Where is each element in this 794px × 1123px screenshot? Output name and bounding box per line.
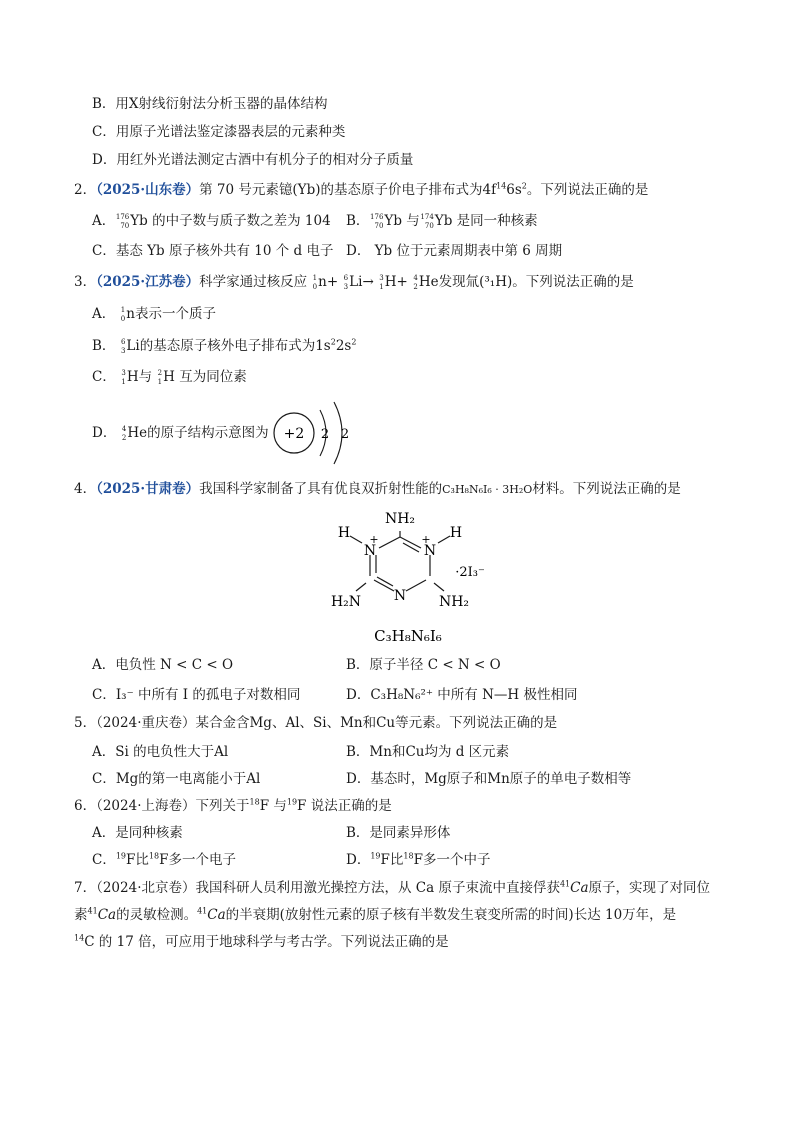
structure-caption: C₃H₈N₆I₆	[374, 627, 442, 645]
ring-bonds	[350, 531, 450, 591]
q7-stem-line-1: 7．（2024·北京卷）我国科研人员利用激光操控方法，从 Ca 原子束流中直接俘获$^{41}$Ca原子，实现了对同位	[74, 879, 711, 896]
q6-option-a: A．是同种核素	[92, 825, 183, 841]
nitrogen-right: N	[423, 543, 437, 559]
q1-option-d: D．用红外光谱法测定古酒中有机分子的相对分子质量	[92, 152, 414, 168]
hydrogen-left: H	[337, 525, 351, 541]
q4-option-b: B．原子半径 C < N < O	[346, 657, 501, 673]
q6-stem: 6．（2024·上海卷）下列关于$^{18}$F 与$^{19}$F 说法正确的是	[74, 797, 392, 814]
q2-stem: 2．（2025·山东卷）第 70 号元素镱(Yb)的基态原子价电子排布式为$4f^{14}6s^2$。下列说法正确的是	[74, 181, 649, 198]
isotope-notation: 176 70	[115, 212, 130, 230]
q6-option-d: D．$^{19}$F比$^{18}$F多一个中子	[346, 851, 491, 868]
positive-charge: +	[421, 533, 431, 546]
q4-option-d: D．C₃H₈N₆²⁺ 中所有 N—H 极性相同	[346, 687, 578, 703]
q2-option-a: A． 176 70 Yb 的中子数与质子数之差为 104	[92, 212, 331, 230]
shell-electrons: 2	[340, 427, 350, 442]
q4-option-c: C．I₃⁻ 中所有 I 的孤电子对数相同	[92, 687, 301, 703]
hydrogen-right: H	[449, 525, 463, 541]
source-tag: （2025·甘肃卷）	[96, 481, 200, 497]
isotope-notation: 174 70	[420, 212, 434, 230]
atomic-structure-diagram	[268, 400, 358, 466]
q5-option-d: D．基态时，Mg原子和Mn原子的单电子数相等	[346, 771, 632, 787]
q1-option-c: C．用原子光谱法鉴定漆器表层的元素种类	[92, 124, 346, 140]
q3-option-a: A． 1 0 n表示一个质子	[92, 305, 216, 323]
q6-option-c: C．$^{19}$F比$^{18}$F多一个电子	[92, 851, 236, 868]
nuclear-charge: +2	[283, 426, 305, 442]
source-tag: （2025·江苏卷）	[96, 274, 200, 290]
q4-stem: 4．（2025·甘肃卷）我国科学家制备了具有优良双折射性能的C₃H₈N₆I₆ · 3H₂O材料。下列说法正确的是	[74, 481, 681, 497]
counter-anion: ·2I₃⁻	[455, 565, 485, 580]
q2-option-d: D． Yb 位于元素周期表中第 6 周期	[346, 243, 563, 259]
q2-option-b: B． 176 70 Yb 与 174 70 Yb 是同一种核素	[346, 212, 538, 230]
q3-option-d: D． 4 2 He的原子结构示意图为	[92, 424, 269, 442]
q3-option-b: B． 6 3 Li的基态原子核外电子排布式为$1s^22s^2$	[92, 337, 357, 355]
nitrogen-left: N	[363, 543, 377, 559]
q5-stem: 5．（2024·重庆卷）某合金含Mg、Al、Si、Mn和Cu等元素。下列说法正确的是	[74, 715, 558, 731]
amino-group-right: NH₂	[438, 594, 470, 610]
amino-group-top: NH₂	[384, 511, 416, 527]
positive-charge: +	[369, 533, 379, 546]
q1-option-b: B．用X射线衍射法分析玉器的晶体结构	[92, 96, 328, 112]
q2-option-c: C．基态 Yb 原子核外共有 10 个 d 电子	[92, 243, 334, 259]
q3-stem: 3．（2025·江苏卷）科学家通过核反应 1 0 n+ 6 3 Li→ 3 1 H+ 4 2 He发现氚(³₁H)。下列说法正确的是	[74, 273, 634, 291]
q5-option-a: A．Si 的电负性大于Al	[92, 744, 229, 760]
isotope-notation: 176 70	[370, 212, 384, 230]
molecular-structure	[320, 503, 500, 648]
q5-option-b: B．Mn和Cu均为 d 区元素	[346, 744, 510, 760]
source-tag: （2025·山东卷）	[96, 182, 200, 198]
q7-stem-line-3: $^{14}$C 的 17 倍，可应用于地球科学与考古学。下列说法正确的是	[74, 933, 449, 950]
q6-option-b: B．是同素异形体	[346, 825, 451, 841]
q4-option-a: A．电负性 N < C < O	[92, 657, 234, 673]
nitrogen-bottom: N	[393, 588, 407, 604]
q5-option-c: C．Mg的第一电离能小于Al	[92, 771, 261, 787]
amino-group-left: H₂N	[330, 594, 362, 610]
question-number: 2．	[74, 182, 97, 198]
q7-stem-line-2: 素$^{41}$Ca的灵敏检测。$^{41}$Ca的半衰期(放射性元素的原子核有半数发生衰变所需的时间)长达 10万年，是	[74, 906, 677, 923]
shell-electrons: 2	[320, 427, 330, 442]
q3-option-c: C． 3 1 H与 2 1 H 互为同位素	[92, 368, 247, 386]
